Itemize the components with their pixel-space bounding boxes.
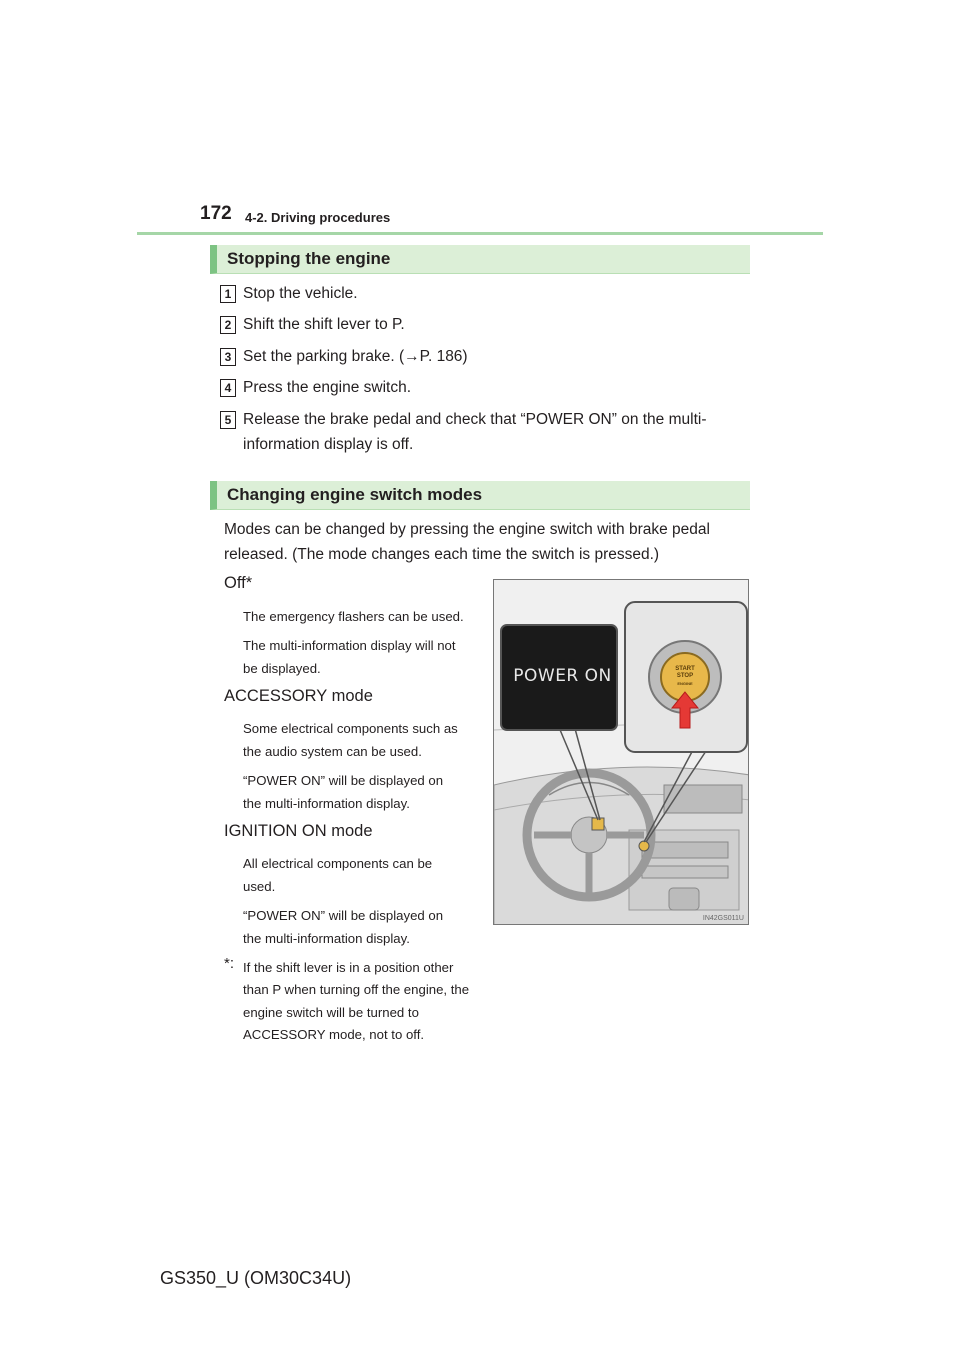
step-text-1: Stop the vehicle. xyxy=(243,285,358,302)
section-title: Changing engine switch modes xyxy=(227,485,483,504)
footnote-line-2: than P when turning off the engine, the xyxy=(243,982,470,997)
header-divider xyxy=(137,232,823,235)
step-number-2: 2 xyxy=(220,316,236,334)
step-number-4: 4 xyxy=(220,379,236,397)
mode-ignition-desc-1b: used. xyxy=(243,879,276,894)
section-heading-stopping-engine xyxy=(210,245,750,274)
mode-ignition-desc-2b: the multi-information display. xyxy=(243,931,410,946)
mode-ignition-desc-1a: All electrical components can be xyxy=(243,856,433,871)
intro-line-2: released. (The mode changes each time the switch is pressed.) xyxy=(224,546,660,563)
mode-title-off: Off* xyxy=(224,574,253,592)
mode-accessory-desc-1b: the audio system can be used. xyxy=(243,744,422,759)
power-on-display-text: POWER ON xyxy=(513,666,612,686)
mode-title-accessory: ACCESSORY mode xyxy=(224,687,373,705)
step-text-4: Press the engine switch. xyxy=(243,379,412,396)
step-text-3: Set the parking brake. (→P. 186) xyxy=(243,348,468,365)
dashboard-illustration xyxy=(493,579,749,925)
mode-ignition-desc-2a: “POWER ON” will be displayed on xyxy=(243,908,444,923)
mode-accessory-desc-2b: the multi-information display. xyxy=(243,796,410,811)
mode-off-desc-2b: be displayed. xyxy=(243,661,321,676)
step-text-2: Shift the shift lever to P. xyxy=(243,316,405,333)
mode-accessory-desc-2a: “POWER ON” will be displayed on xyxy=(243,773,444,788)
start-stop-button-label: START STOP ENGINE xyxy=(675,666,695,686)
mode-accessory-desc-1a: Some electrical components such as xyxy=(243,721,458,736)
step-text-5-line1: Release the brake pedal and check that “POWER ON” on the multi- xyxy=(243,411,707,428)
footnote-line-4: ACCESSORY mode, not to off. xyxy=(243,1027,425,1042)
mode-off-desc-1: The emergency flashers can be used. xyxy=(243,609,464,624)
mode-off-desc-2a: The multi-information display will not xyxy=(243,638,456,653)
section-heading-changing-modes xyxy=(210,481,750,510)
page-number: 172 xyxy=(200,203,232,224)
mode-title-ignition: IGNITION ON mode xyxy=(224,822,373,840)
footer-model: GS350_U (OM30C34U) xyxy=(160,1268,352,1288)
step-text-5-line2: information display is off. xyxy=(243,436,414,453)
section-title: Stopping the engine xyxy=(227,249,391,268)
step-number-5: 5 xyxy=(220,411,236,429)
footnote-marker: *: xyxy=(224,955,235,972)
footnote-line-1: If the shift lever is in a position other xyxy=(243,960,454,975)
step-number-3: 3 xyxy=(220,348,236,366)
step-number-1: 1 xyxy=(220,285,236,303)
intro-line-1: Modes can be changed by pressing the engine switch with brake pedal xyxy=(224,521,710,538)
footnote-line-3: engine switch will be turned to xyxy=(243,1005,419,1020)
chapter-title: 4-2. Driving procedures xyxy=(245,210,391,225)
illustration-code: IN42GS011U xyxy=(702,915,744,922)
dashboard-drawing xyxy=(494,580,749,925)
